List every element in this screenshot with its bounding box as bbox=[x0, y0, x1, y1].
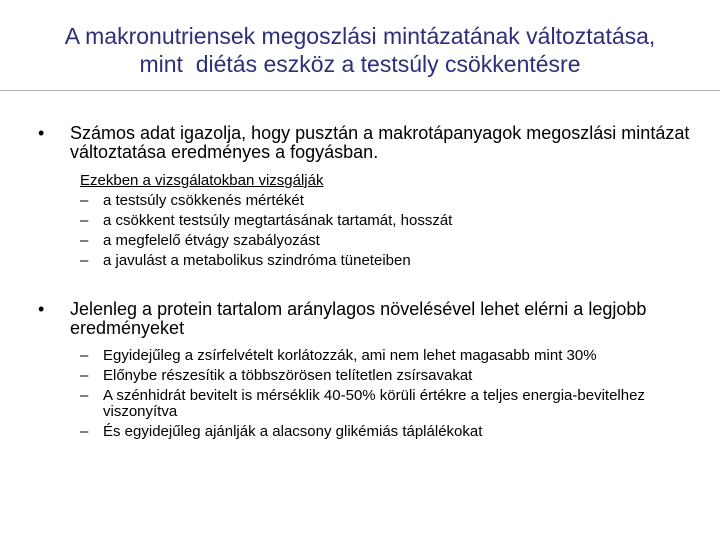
sub-item bbox=[0, 388, 720, 420]
sub-item-text: a javulást a metabolikus szindróma tüneteiben bbox=[103, 252, 411, 269]
dash-marker: – bbox=[80, 192, 89, 209]
sub-item-text: a megfelelő étvágy szabályozást bbox=[103, 232, 320, 249]
dash-marker: – bbox=[80, 232, 89, 249]
sub-item-text: És egyidejűleg ajánlják a alacsony glikémiás táplálékokat bbox=[103, 423, 483, 440]
sub-item bbox=[0, 231, 720, 251]
sub-item-text: a testsúly csökkenés mértékét bbox=[103, 192, 304, 209]
bullet-marker: • bbox=[38, 299, 45, 319]
dash-marker: – bbox=[80, 212, 89, 229]
sub-list bbox=[0, 348, 720, 440]
sub-item bbox=[0, 368, 720, 384]
sub-item-text: Egyidejűleg a zsírfelvételt korlátozzák, ami nem lehet magasabb mint 30% bbox=[103, 347, 597, 364]
sub-item-text: Előnybe részesítik a többszörösen telítetlen zsírsavakat bbox=[103, 367, 473, 384]
sub-item bbox=[0, 348, 720, 364]
bullet-block-1 bbox=[0, 124, 720, 271]
slide-title-line-2: mint diétás eszköz a testsúly csökkentésre bbox=[139, 51, 581, 77]
dash-marker: – bbox=[80, 387, 89, 404]
bullet-text: Jelenleg a protein tartalom aránylagos növelésével lehet elérni a legjobb eredményeket bbox=[70, 299, 647, 338]
sub-list bbox=[0, 191, 720, 271]
sub-item bbox=[0, 191, 720, 211]
dash-marker: – bbox=[80, 423, 89, 440]
bullet-marker: • bbox=[38, 123, 45, 143]
bullet-item bbox=[0, 124, 720, 162]
sub-item bbox=[0, 211, 720, 231]
bullet-item bbox=[0, 300, 720, 338]
bullet-text: Számos adat igazolja, hogy pusztán a makrotápanyagok megoszlási mintázat változtatása eredményes a fogyásban. bbox=[70, 123, 690, 162]
sub-item-text: a csökkent testsúly megtartásának tartamát, hosszát bbox=[103, 212, 453, 229]
slide-title bbox=[0, 22, 720, 78]
dash-marker: – bbox=[80, 367, 89, 384]
sub-item-text: A szénhidrát bevitelt is mérséklik 40-50% körüli értékre a teljes energia-bevitelhez viszonyítva bbox=[103, 387, 645, 420]
sub-item bbox=[0, 251, 720, 271]
slide-title-line-1: A makronutriensek megoszlási mintázatának változtatása, bbox=[64, 23, 656, 49]
bullet-block-2 bbox=[0, 300, 720, 444]
dash-marker: – bbox=[80, 347, 89, 364]
sub-item bbox=[0, 424, 720, 440]
dash-marker: – bbox=[80, 252, 89, 269]
title-divider bbox=[0, 90, 720, 91]
sub-heading: Ezekben a vizsgálatokban vizsgálják bbox=[80, 172, 324, 189]
